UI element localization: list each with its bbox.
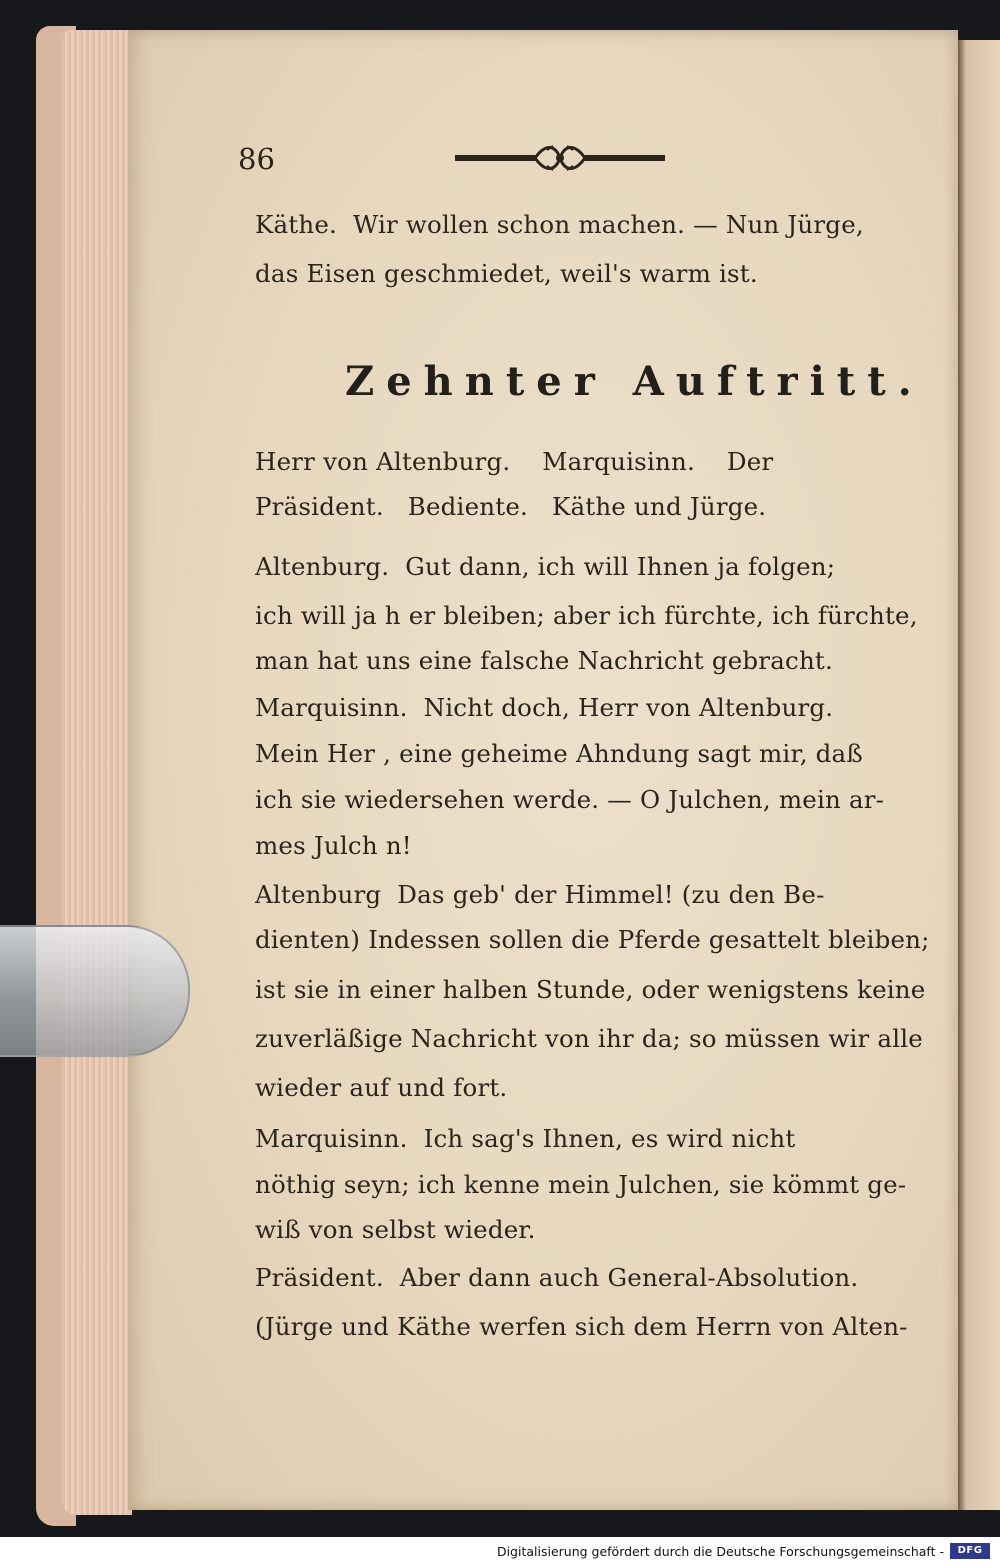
cast-line: Präsident. Bediente. Käthe und Jürge.: [255, 492, 767, 521]
funding-credit: Digitalisierung gefördert durch die Deutsche Forschungsgemeinschaft -: [496, 1544, 944, 1559]
page-block-edge: [62, 30, 132, 1515]
text-line: Präsident. Aber dann auch General-Absolution.: [255, 1263, 859, 1292]
text-line: das Eisen geschmiedet, weil's warm ist.: [255, 259, 758, 288]
text-line: ich will ja h er bleiben; aber ich fürchte, ich fürchte,: [255, 601, 918, 630]
text-line: (Jürge und Käthe werfen sich dem Herrn von Alten-: [255, 1312, 908, 1341]
dfg-logo: DFG: [950, 1543, 990, 1559]
text-line: ist sie in einer halben Stunde, oder wenigstens keine: [255, 975, 926, 1004]
text-line: Marquisinn. Ich sag's Ihnen, es wird nicht: [255, 1124, 796, 1153]
scanner-thumb-holder: [0, 925, 190, 1057]
text-line: wiß von selbst wieder.: [255, 1215, 536, 1244]
text-line: Marquisinn. Nicht doch, Herr von Altenburg.: [255, 693, 834, 722]
facing-page-edge: [958, 40, 1000, 1510]
page-number: 86: [238, 142, 275, 176]
text-line: nöthig seyn; ich kenne mein Julchen, sie kömmt ge-: [255, 1170, 907, 1199]
text-line: ich sie wiedersehen werde. — O Julchen, mein ar-: [255, 785, 885, 814]
footer-bar: [0, 1537, 1000, 1567]
text-line: Altenburg. Gut dann, ich will Ihnen ja folgen;: [255, 552, 836, 581]
text-line: Altenburg Das geb' der Himmel! (zu den Be-: [255, 880, 825, 909]
text-line: Mein Her , eine geheime Ahndung sagt mir, daß: [255, 739, 863, 768]
decorative-rule-ornament: [455, 140, 665, 176]
text-line: zuverläßige Nachricht von ihr da; so müssen wir alle: [255, 1024, 923, 1053]
text-line: wieder auf und fort.: [255, 1073, 508, 1102]
cast-line: Herr von Altenburg. Marquisinn. Der: [255, 447, 774, 476]
text-line: Käthe. Wir wollen schon machen. — Nun Jürge,: [255, 210, 864, 239]
text-line: dienten) Indessen sollen die Pferde gesattelt bleiben;: [255, 925, 930, 954]
text-line: mes Julch n!: [255, 831, 412, 860]
scene-heading: Zehnter Auftritt.: [345, 358, 924, 405]
text-line: man hat uns eine falsche Nachricht gebracht.: [255, 646, 833, 675]
